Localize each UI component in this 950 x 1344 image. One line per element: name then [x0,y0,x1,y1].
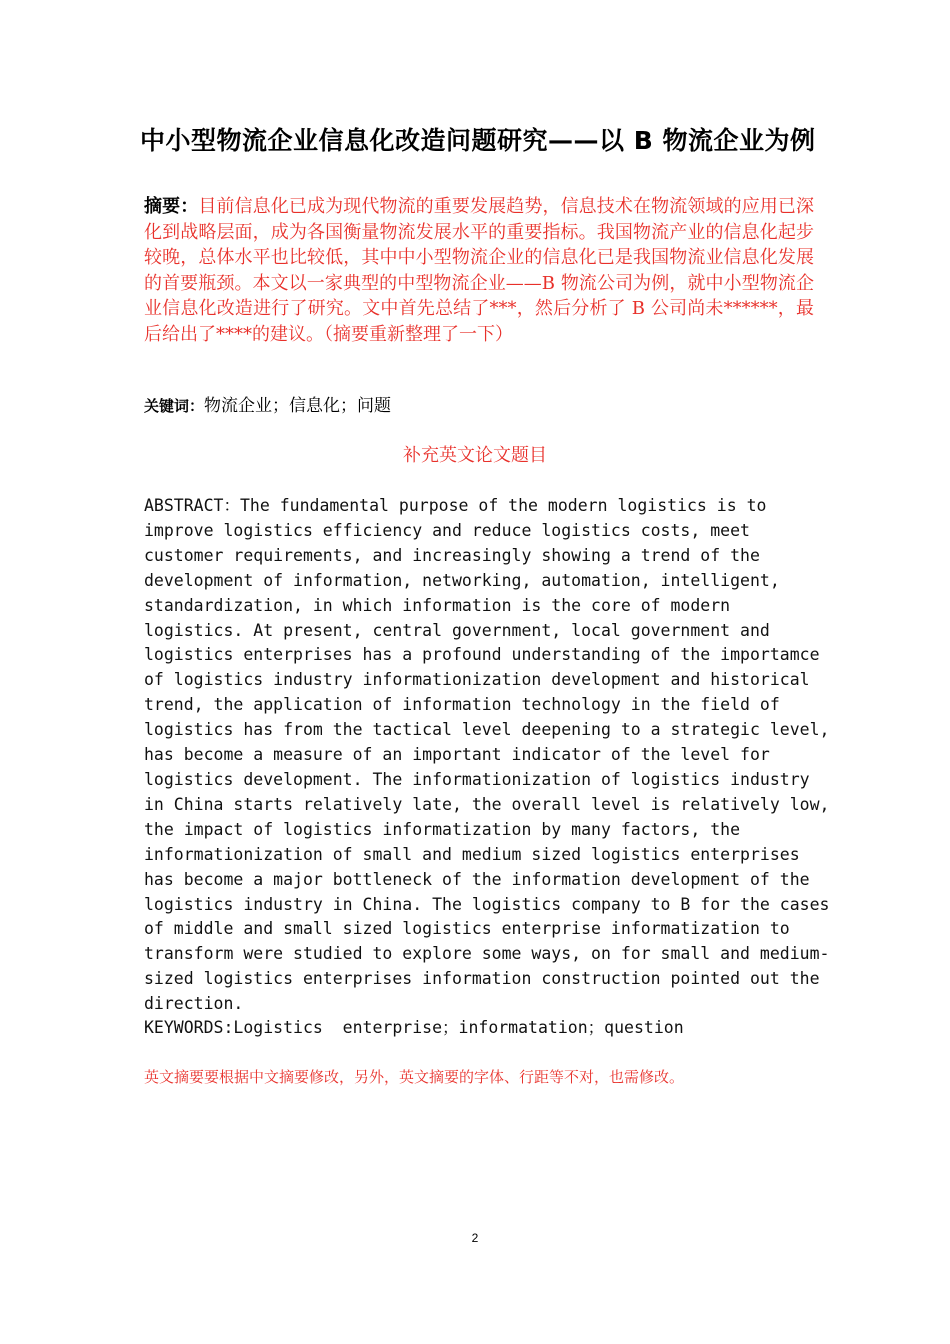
abstract-en-line: trend, the application of information technology in the field of [144,695,780,715]
abstract-en-line: informationization of small and medium sized logistics enterprises [144,844,800,864]
english-abstract [144,494,830,1017]
abstract-en-line: transform were studied to explore some ways, on for small and medium- [144,944,830,964]
abstract-en-line: logistics. At present, central government, local government and [144,620,770,640]
english-keywords: KEYWORDS:Logistics enterprise；informatation；question [144,1018,684,1037]
abstract-en-line: of logistics industry informationization development and historical [144,670,810,690]
abstract-en-line: logistics industry in China. The logistics company to B for the cases [144,894,830,914]
abstract-en-line: sized logistics enterprises information construction pointed out the [144,969,820,989]
abstract-en-line: the impact of logistics informatization by many factors, the [144,819,741,839]
abstract-en-line: improve logistics efficiency and reduce logistics costs, meet [144,520,750,540]
abstract-en-line: logistics development. The informationization of logistics industry [144,769,810,789]
chinese-keywords [144,393,391,419]
chinese-abstract [144,194,814,347]
abstract-en-line: customer requirements, and increasingly showing a trend of the [144,545,760,565]
abstract-en-line: of middle and small sized logistics enterprise informatization to [144,919,790,939]
keywords-label: 关键词： [144,397,205,415]
abstract-en-line: has become a measure of an important indicator of the level for [144,745,770,765]
page-number: 2 [471,1231,479,1245]
abstract-label: 摘要： [144,196,199,217]
abstract-en-line: logistics enterprises has a profound understanding of the importamce [144,645,820,665]
english-title-placeholder: 补充英文论文题目 [403,445,547,466]
abstract-en-line: has become a major bottleneck of the information development of the [144,869,810,889]
abstract-en-line: standardization, in which information is the core of modern [144,595,731,615]
revision-note: 英文摘要要根据中文摘要修改，另外，英文摘要的字体、行距等不对，也需修改。 [144,1068,685,1086]
abstract-en-line: in China starts relatively late, the overall level is relatively low, [144,794,830,814]
paper-title: 中小型物流企业信息化改造问题研究——以 B 物流企业为例 [140,126,816,155]
abstract-en-line: logistics has from the tactical level deepening to a strategic level, [144,720,830,740]
abstract-text: 目前信息化已成为现代物流的重要发展趋势，信息技术在物流领域的应用已深化到战略层面，成为各国衡量物流发展水平的重要指标。我国物流产业的信息化起步较晚，总体水平也比较低，其中中小型物流企业的信息化已是我国物流业信息化发展的首要瓶颈。本文以一家典型的中型物流企业——B 物流公司为例，就中小型物流企业信息化改造进行了研究。文中首先总结了***，然后分析了 B 公司尚未******，最后给出了****的建议。（摘要重新整理了一下） [144,196,815,345]
keywords-text: 物流企业；信息化；问题 [204,396,392,416]
abstract-en-line: development of information, networking, automation, intelligent, [144,570,780,590]
abstract-en-line: direction. [144,994,244,1014]
abstract-en-line: ABSTRACT：The fundamental purpose of the modern logistics is to [144,496,767,515]
